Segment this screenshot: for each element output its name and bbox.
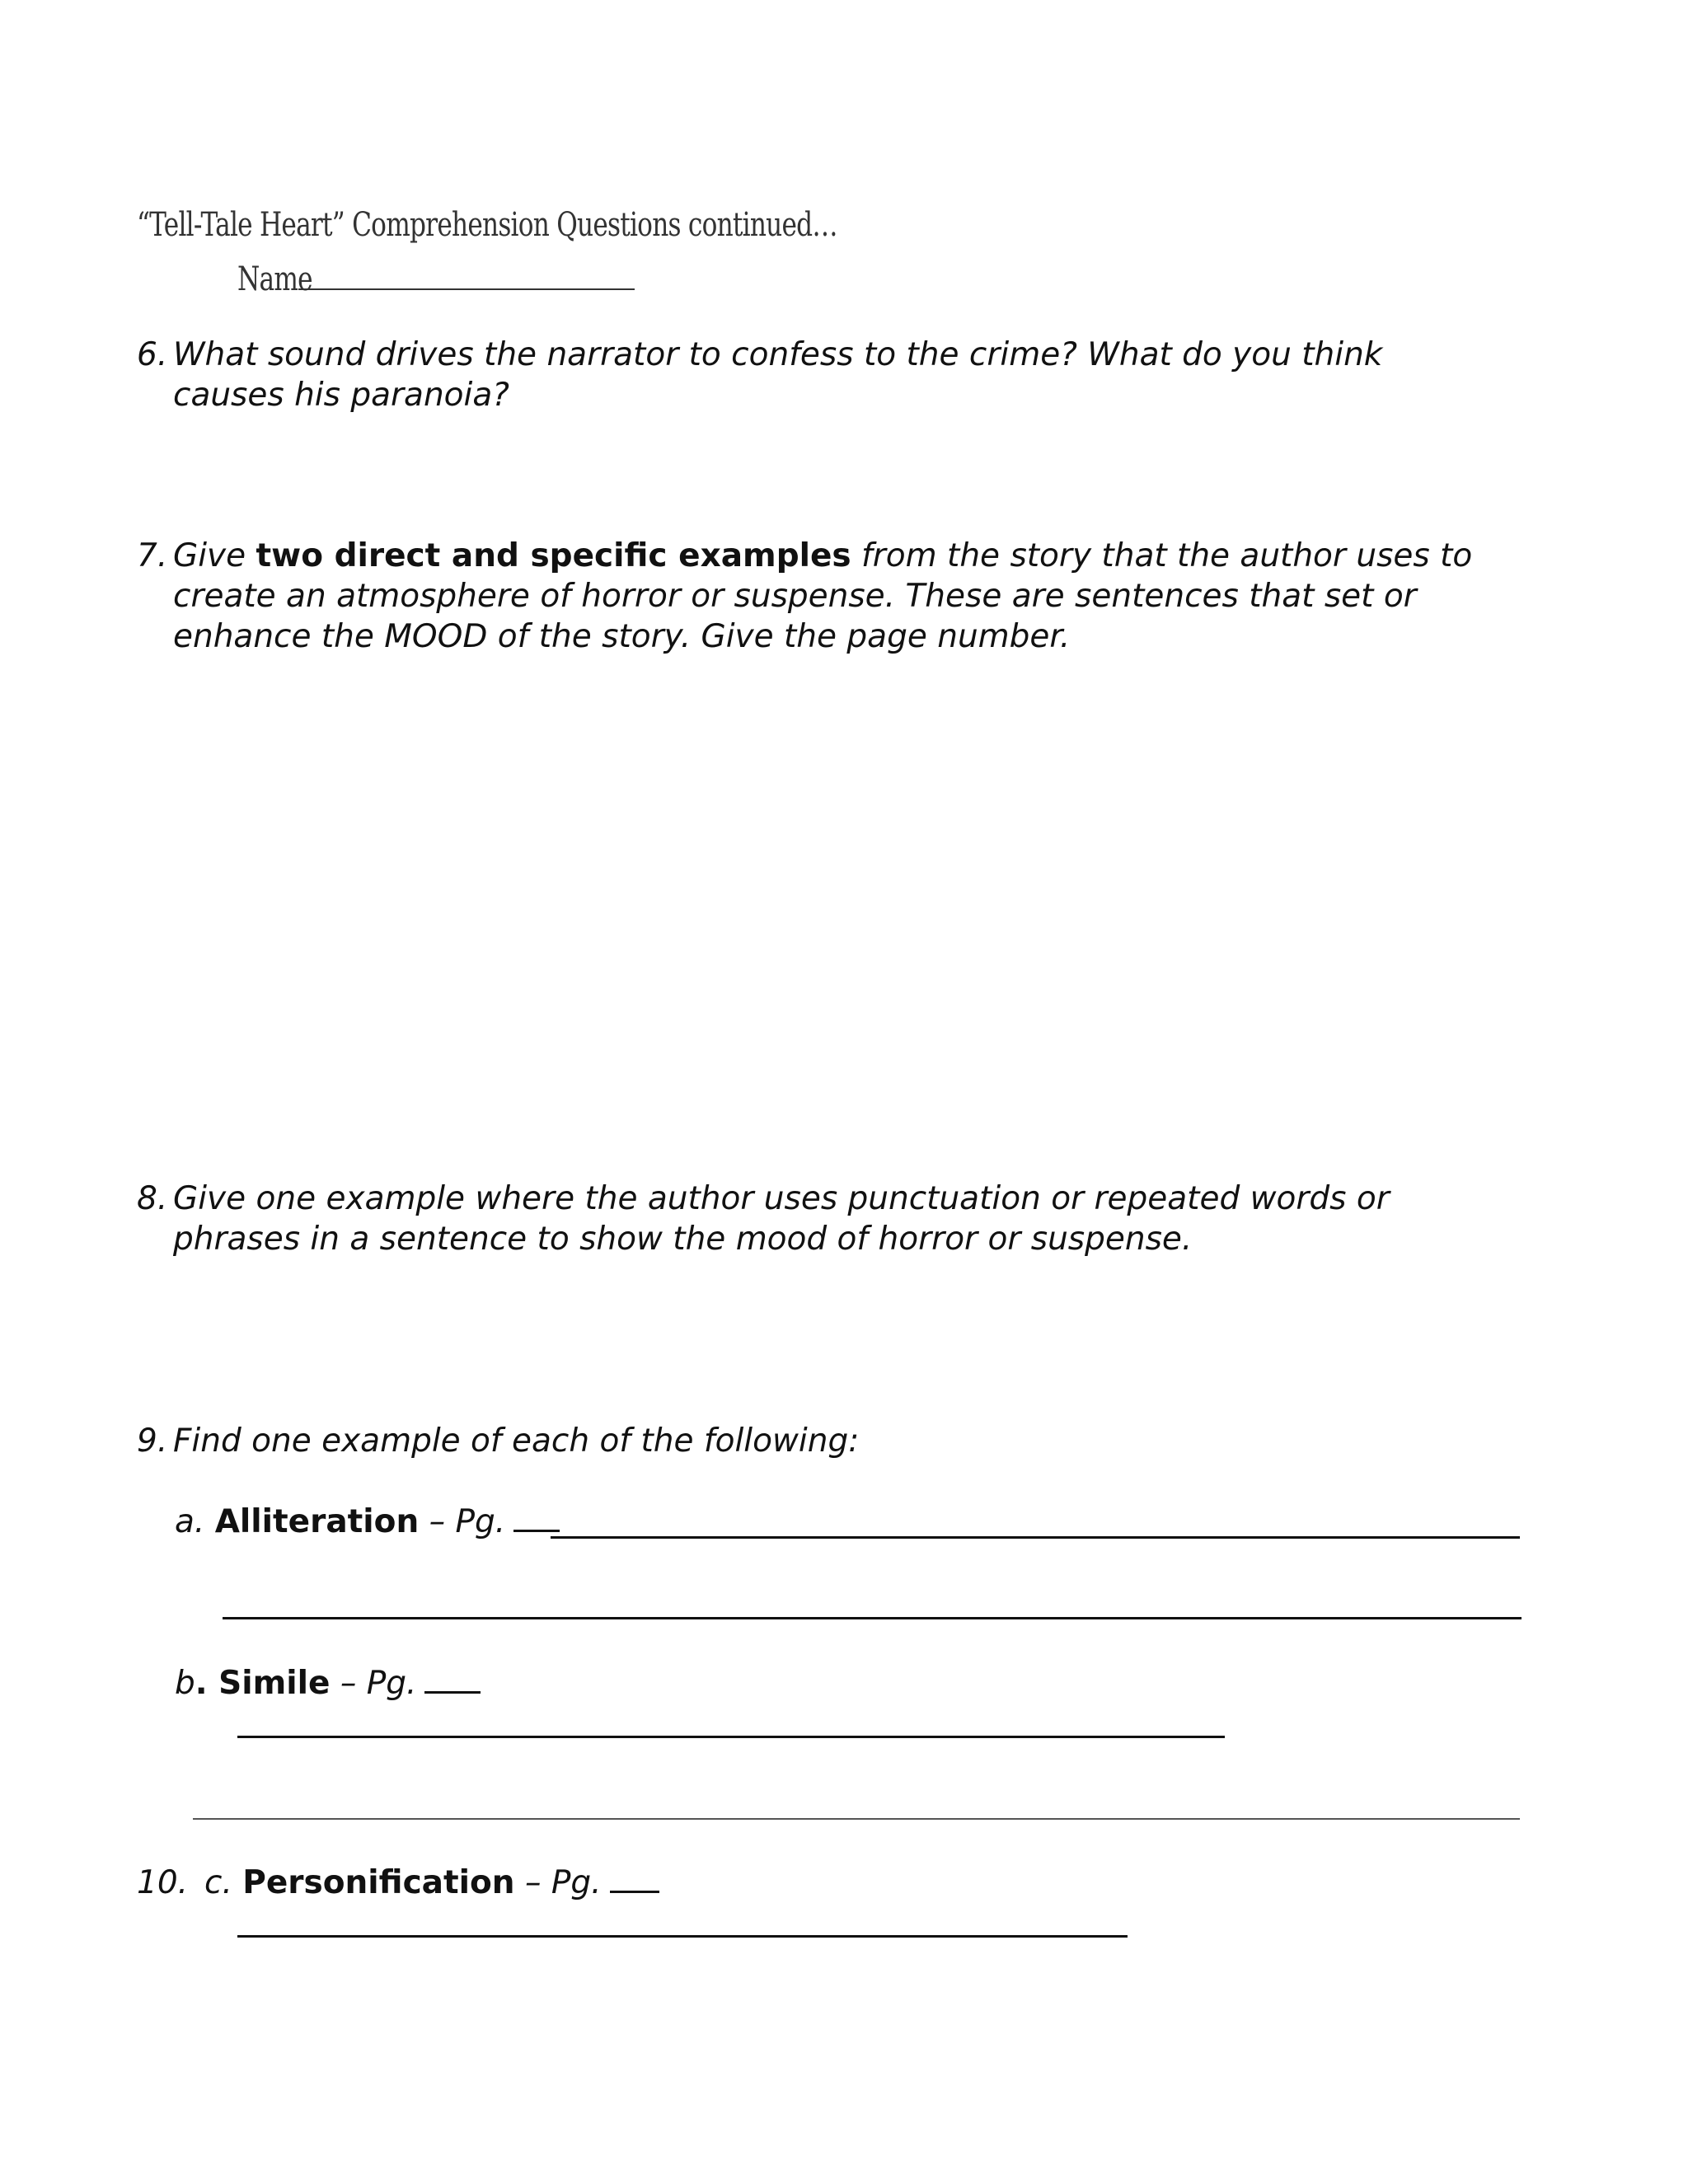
answer-line[interactable] <box>223 1617 1522 1619</box>
question-text: phrases in a sentence to show the mood of horror or suspense. <box>173 1221 1193 1258</box>
item-term: Alliteration <box>214 1503 420 1540</box>
question-8 <box>137 1179 1390 1259</box>
question-text: What sound drives the narrator to confess to the crime? What do you think <box>173 336 1383 373</box>
name-field[interactable] <box>237 255 635 298</box>
worksheet-title: “Tell-Tale Heart” Comprehension Questions continued… <box>137 206 837 244</box>
answer-line[interactable] <box>551 1536 1520 1539</box>
page-number-blank[interactable] <box>610 1863 659 1893</box>
name-label: Name <box>237 260 312 298</box>
question-number: 8. <box>137 1180 168 1217</box>
question-number: 7. <box>137 537 168 574</box>
question-number: 9. <box>137 1422 168 1460</box>
question-text: create an atmosphere of horror or suspense. These are sentences that set or <box>173 578 1417 615</box>
question-10 <box>137 1863 659 1903</box>
item-page-label: – Pg. <box>330 1665 417 1702</box>
item-alliteration <box>175 1502 560 1542</box>
item-simile <box>175 1663 481 1704</box>
answer-line[interactable] <box>237 1935 1128 1938</box>
question-7 <box>137 536 1472 657</box>
question-text: Give one example where the author uses punctuation or repeated words or <box>173 1180 1390 1217</box>
question-9 <box>137 1421 859 1461</box>
answer-line[interactable] <box>193 1818 1520 1820</box>
item-term: Personification <box>242 1864 515 1901</box>
question-6 <box>137 335 1382 415</box>
item-page-label: – Pg. <box>419 1503 506 1540</box>
question-text: causes his paranoia? <box>173 377 509 414</box>
question-text: enhance the MOOD of the story. Give the page number. <box>173 618 1071 655</box>
question-number: 6. <box>137 336 168 373</box>
item-letter: a. <box>175 1503 215 1540</box>
page-number-blank[interactable] <box>424 1663 481 1694</box>
item-term: . Simile <box>195 1665 331 1702</box>
item-letter: c. <box>204 1864 243 1901</box>
question-text: Give <box>173 537 256 574</box>
item-page-label: – Pg. <box>514 1864 602 1901</box>
name-blank[interactable] <box>298 255 635 290</box>
item-letter: b <box>175 1665 195 1702</box>
question-number: 10. <box>137 1864 189 1901</box>
question-text: from the story that the author uses to <box>851 537 1473 574</box>
question-emphasis: two direct and specific examples <box>256 537 851 574</box>
answer-line[interactable] <box>237 1736 1225 1738</box>
page-number-blank[interactable] <box>513 1502 560 1532</box>
question-text: Find one example of each of the following: <box>173 1422 860 1460</box>
